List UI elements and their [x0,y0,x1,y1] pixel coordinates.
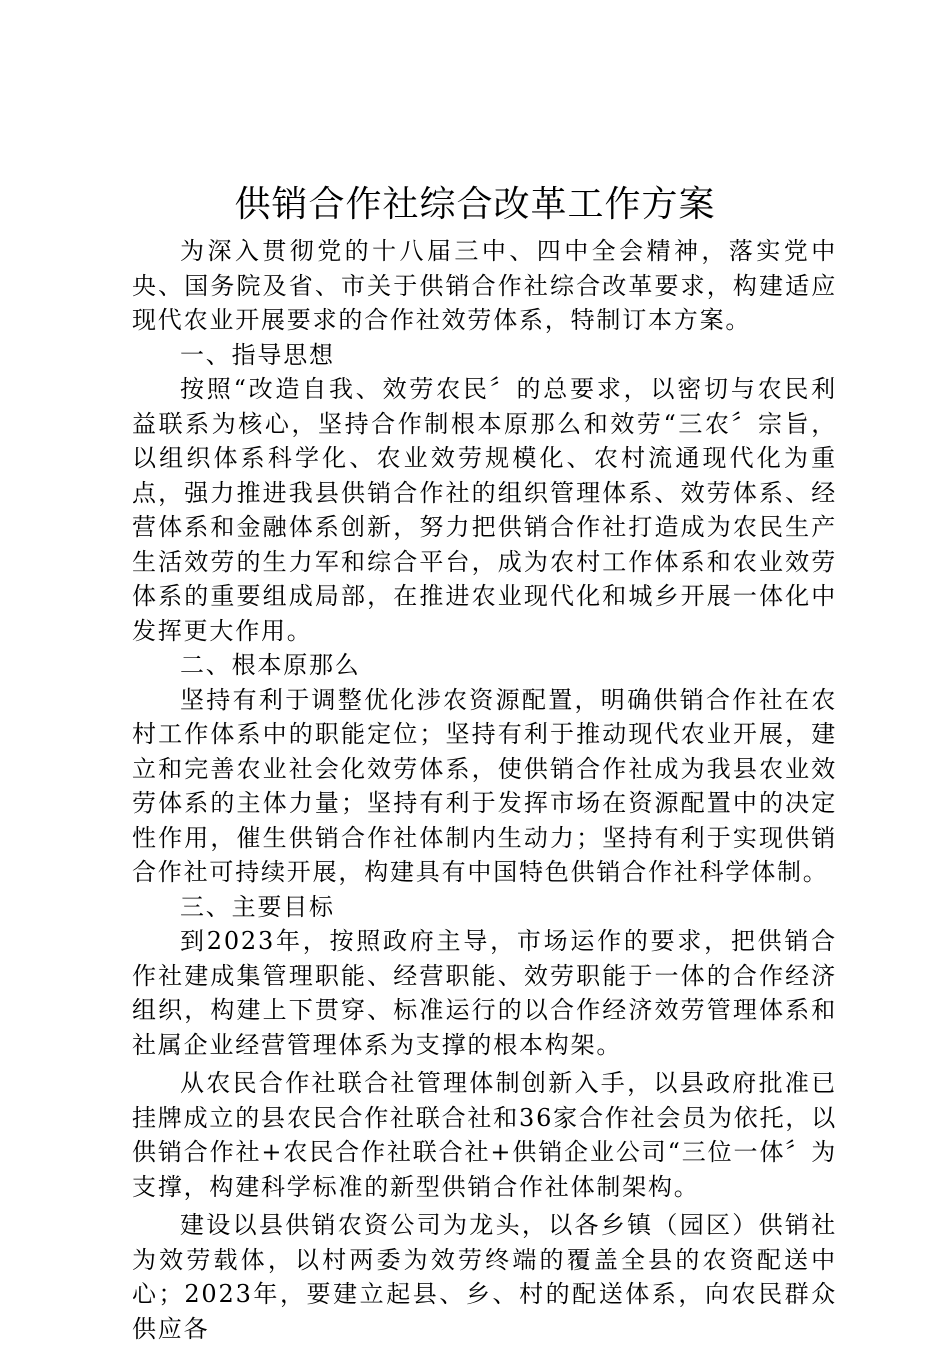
section-heading-guiding-ideology: 一、指导思想 [180,340,335,369]
document-title: 供销合作社综合改革工作方案 [234,184,716,225]
section-heading-basic-principles: 二、根本原那么 [180,651,361,679]
guiding-ideology-paragraph: 按照“改造自我、效劳农民〞的总要求，以密切与农民利益联系为核心，坚持合作制根本原那么和效劳“三农〞宗旨，以组织体系科学化、农业效劳规模化、农村流通现代化为重点，强力推进我县供销合作社的组织管理体系、效劳体系、经营体系和金融体系创新，努力把供销合作社打造成为农民生产生活效劳的生力军和综合平台，成为农村工作体系和农业效劳体系的重要组成局部，在推进农业现代化和城乡开展一体化中发挥更大作用。 [132,375,837,645]
main-goals-paragraph-1: 到2023年，按照政府主导，市场运作的要求，把供销合作社建成集管理职能、经营职能、效劳职能于一体的合作经济组织，构建上下贯穿、标准运行的以合作经济效劳管理体系和社属企业经营管理体系为支撑的根本构架。 [132,927,837,1059]
main-goals-paragraph-2: 从农民合作社联合社管理体制创新入手，以县政府批准已挂牌成立的县农民合作社联合社和36家合作社会员为依托，以供销合作社+农民合作社联合社+供销企业公司“三位一体〞为支撑，构建科学标准的新型供销合作社体制架构。 [132,1069,837,1201]
document-body [132,234,837,1346]
basic-principles-paragraph: 坚持有利于调整优化涉农资源配置，明确供销合作社在农村工作体系中的职能定位；坚持有利于推动现代农业开展，建立和完善农业社会化效劳体系，使供销合作社成为我县农业效劳体系的主体力量；坚持有利于发挥市场在资源配置中的决定性作用，催生供销合作社体制内生动力；坚持有利于实现供销合作社可持续开展，构建具有中国特色供销合作社科学体制。 [132,685,837,886]
main-goals-paragraph-3: 建设以县供销农资公司为龙头，以各乡镇（园区）供销社为效劳载体，以村两委为效劳终端的覆盖全县的农资配送中心；2023年，要建立起县、乡、村的配送体系，向农民群众供应各 [132,1211,837,1343]
section-heading-main-goals: 三、主要目标 [180,892,335,921]
intro-paragraph: 为深入贯彻党的十八届三中、四中全会精神，落实党中央、国务院及省、市关于供销合作社综合改革要求，构建适应现代农业开展要求的合作社效劳体系，特制订本方案。 [132,237,837,334]
